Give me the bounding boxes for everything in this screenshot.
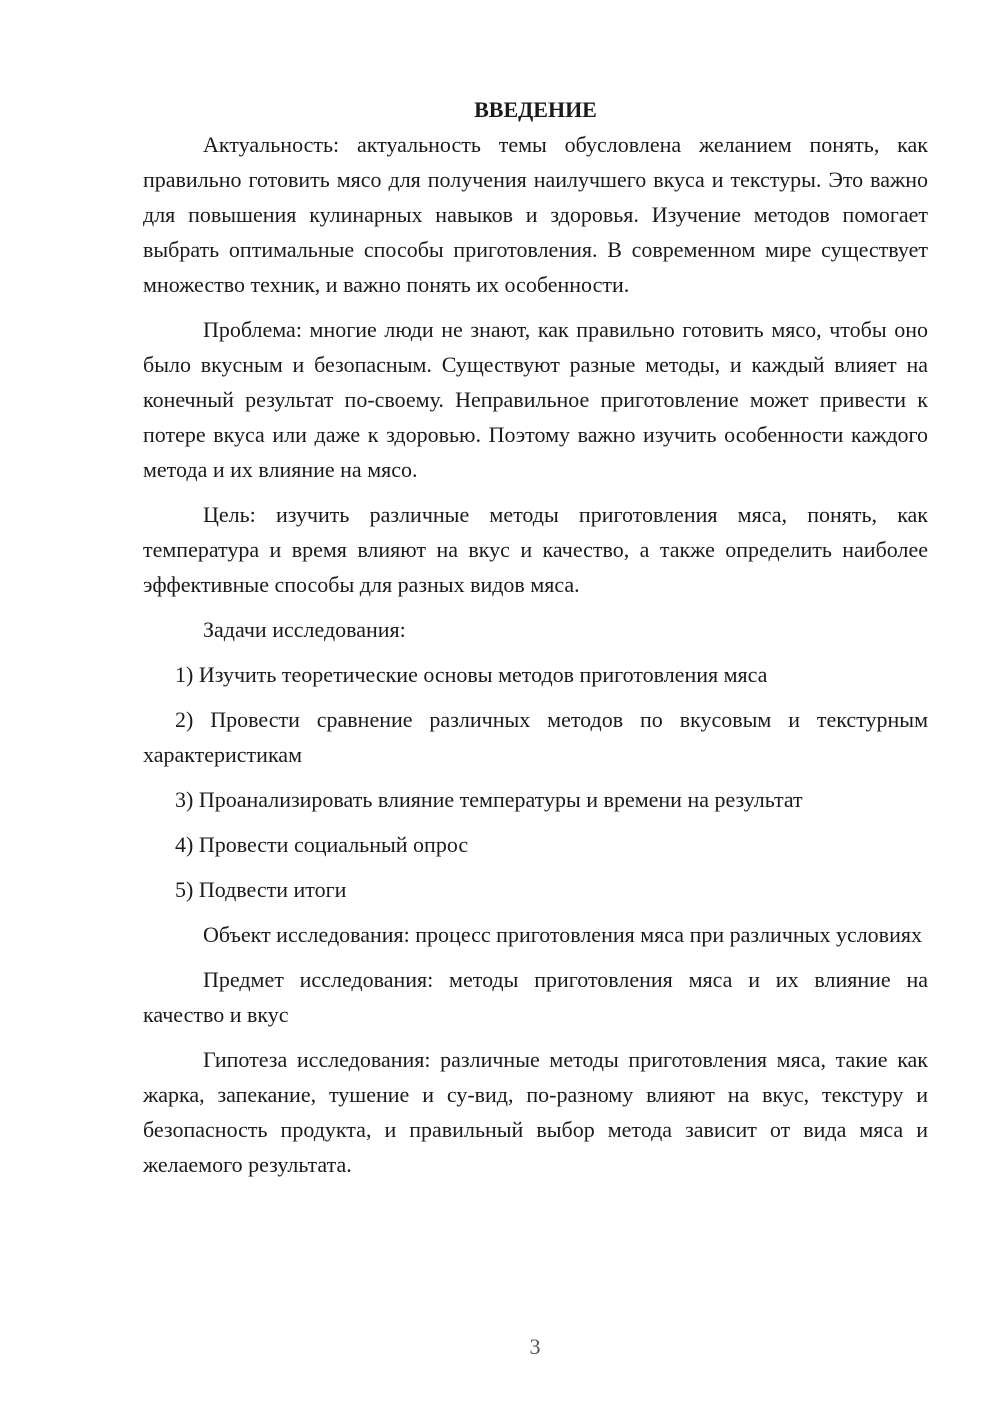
goal-paragraph: Цель: изучить различные методы приготовления мяса, понять, как температура и время влияют на вкус и качество, а также определить наиболее эффективные способы для разных видов мяса. [143,502,928,597]
page-title: ВВЕДЕНИЕ [474,97,597,122]
hypothesis-paragraph: Гипотеза исследования: различные методы приготовления мяса, такие как жарка, запекание, тушение и су-вид, по-разному влияют на вкус, текстуру и безопасность продукта, и правильный выбор метода зависит от вида мяса и желаемого результата. [143,1047,928,1177]
page-number: 3 [529,1334,541,1359]
task-item-3: 3) Проанализировать влияние температуры и времени на результат [175,787,803,812]
object-paragraph: Объект исследования: процесс приготовления мяса при различных условиях [203,922,922,947]
relevance-paragraph: Актуальность: актуальность темы обусловлена желанием понять, как правильно готовить мясо для получения наилучшего вкуса и текстуры. Это важно для повышения кулинарных навыков и здоровья. Изучение методов помогает выбрать оптимальные способы приготовления. В современном мире существует множество техник, и важно понять их особенности. [143,132,928,297]
text-body [143,92,928,1182]
problem-paragraph: Проблема: многие люди не знают, как правильно готовить мясо, чтобы оно было вкусным и безопасным. Существуют разные методы, и каждый влияет на конечный результат по-своему. Неправильное приготовление может привести к потере вкуса или даже к здоровью. Поэтому важно изучить особенности каждого метода и их влияние на мясо. [143,317,928,482]
task-item-2: 2) Провести сравнение различных методов по вкусовым и текстурным характеристикам [143,707,928,767]
subject-paragraph: Предмет исследования: методы приготовления мяса и их влияние на качество и вкус [143,967,928,1027]
task-item-4: 4) Провести социальный опрос [175,832,469,857]
task-item-5: 5) Подвести итоги [175,877,347,902]
tasks-title: Задачи исследования: [203,617,406,642]
task-item-1: 1) Изучить теоретические основы методов приготовления мяса [175,662,768,687]
